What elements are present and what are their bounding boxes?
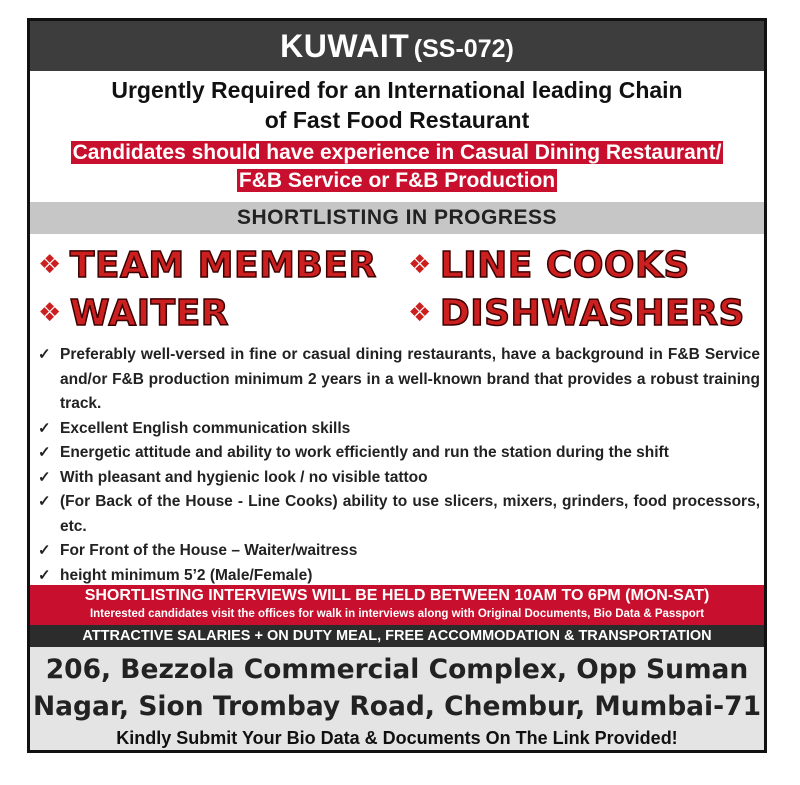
checkmark-icon: ✓ bbox=[38, 566, 51, 584]
requirement-text: Excellent English communication skills bbox=[60, 419, 351, 437]
interview-instructions: Interested candidates visit the offices for walk in interviews along with Original Documents, Bio Data & Passport bbox=[89, 608, 705, 620]
checkmark-icon: ✓ bbox=[38, 346, 51, 363]
position-label: LINE COOKS bbox=[439, 245, 690, 286]
address-text bbox=[30, 647, 764, 725]
position-label: WAITER bbox=[69, 293, 230, 334]
experience-banner bbox=[30, 139, 764, 195]
job-code: (SS-072) bbox=[413, 35, 514, 63]
position-team-member bbox=[38, 243, 377, 288]
requirement-text: Preferably well-versed in fine or casual dining restaurants, have a background in F&B Service and/or F&B production minimum 2 years in a well-known brand that provides a robust training track. bbox=[60, 346, 760, 412]
requirement-line-1: Urgently Required for an International leading Chain bbox=[111, 77, 683, 103]
checkmark-icon: ✓ bbox=[38, 419, 51, 437]
checkmark-icon: ✓ bbox=[38, 444, 51, 461]
title-bar bbox=[30, 21, 764, 71]
address-line-2: Nagar, Sion Trombay Road, Chembur, Mumbai-71 bbox=[32, 691, 762, 722]
list-item bbox=[38, 466, 760, 491]
submit-instruction: Kindly Submit Your Bio Data & Documents On The Link Provided! bbox=[116, 728, 678, 748]
address-line-1: 206, Bezzola Commercial Complex, Opp Suman bbox=[45, 654, 749, 685]
checkmark-icon: ✓ bbox=[38, 493, 51, 510]
country-title: KUWAIT bbox=[280, 28, 410, 64]
experience-line-2: F&B Service or F&B Production bbox=[238, 169, 556, 192]
position-waiter bbox=[38, 291, 229, 336]
requirement-text: For Front of the House – Waiter/waitress bbox=[60, 542, 358, 559]
diamond-bullet-icon: ❖ bbox=[38, 298, 62, 328]
list-item bbox=[38, 539, 760, 564]
position-label: DISHWASHERS bbox=[439, 293, 745, 334]
interview-schedule: SHORTLISTING INTERVIEWS WILL BE HELD BETWEEN 10AM TO 6PM (MON-SAT) bbox=[84, 587, 710, 604]
requirement-heading bbox=[30, 75, 764, 135]
diamond-bullet-icon: ❖ bbox=[408, 250, 432, 280]
diamond-bullet-icon: ❖ bbox=[408, 298, 432, 328]
requirement-text: With pleasant and hygienic look / no visible tattoo bbox=[60, 468, 428, 486]
checkmark-icon: ✓ bbox=[38, 468, 51, 486]
diamond-bullet-icon: ❖ bbox=[38, 250, 62, 280]
job-poster bbox=[27, 18, 767, 753]
requirement-line-2: of Fast Food Restaurant bbox=[264, 107, 530, 133]
interview-banner bbox=[30, 585, 764, 625]
experience-line-1: Candidates should have experience in Casual Dining Restaurant/ bbox=[72, 141, 722, 164]
list-item bbox=[38, 441, 760, 466]
requirement-text: Energetic attitude and ability to work efficiently and run the station during the shift bbox=[60, 444, 669, 461]
position-dishwashers bbox=[408, 291, 745, 336]
status-banner: SHORTLISTING IN PROGRESS bbox=[30, 202, 764, 234]
benefits-banner: ATTRACTIVE SALARIES + ON DUTY MEAL, FREE ACCOMMODATION & TRANSPORTATION bbox=[30, 625, 764, 647]
position-line-cooks bbox=[408, 243, 690, 288]
position-label: TEAM MEMBER bbox=[69, 245, 377, 286]
checkmark-icon: ✓ bbox=[38, 542, 51, 559]
address-block bbox=[30, 647, 764, 753]
requirement-text: height minimum 5’2 (Male/Female) bbox=[60, 566, 313, 584]
list-item bbox=[38, 490, 760, 539]
list-item bbox=[38, 343, 760, 417]
requirement-text: (For Back of the House - Line Cooks) ability to use slicers, mixers, grinders, food processors, etc. bbox=[60, 493, 760, 535]
requirements-list bbox=[38, 343, 760, 588]
list-item bbox=[38, 417, 760, 442]
